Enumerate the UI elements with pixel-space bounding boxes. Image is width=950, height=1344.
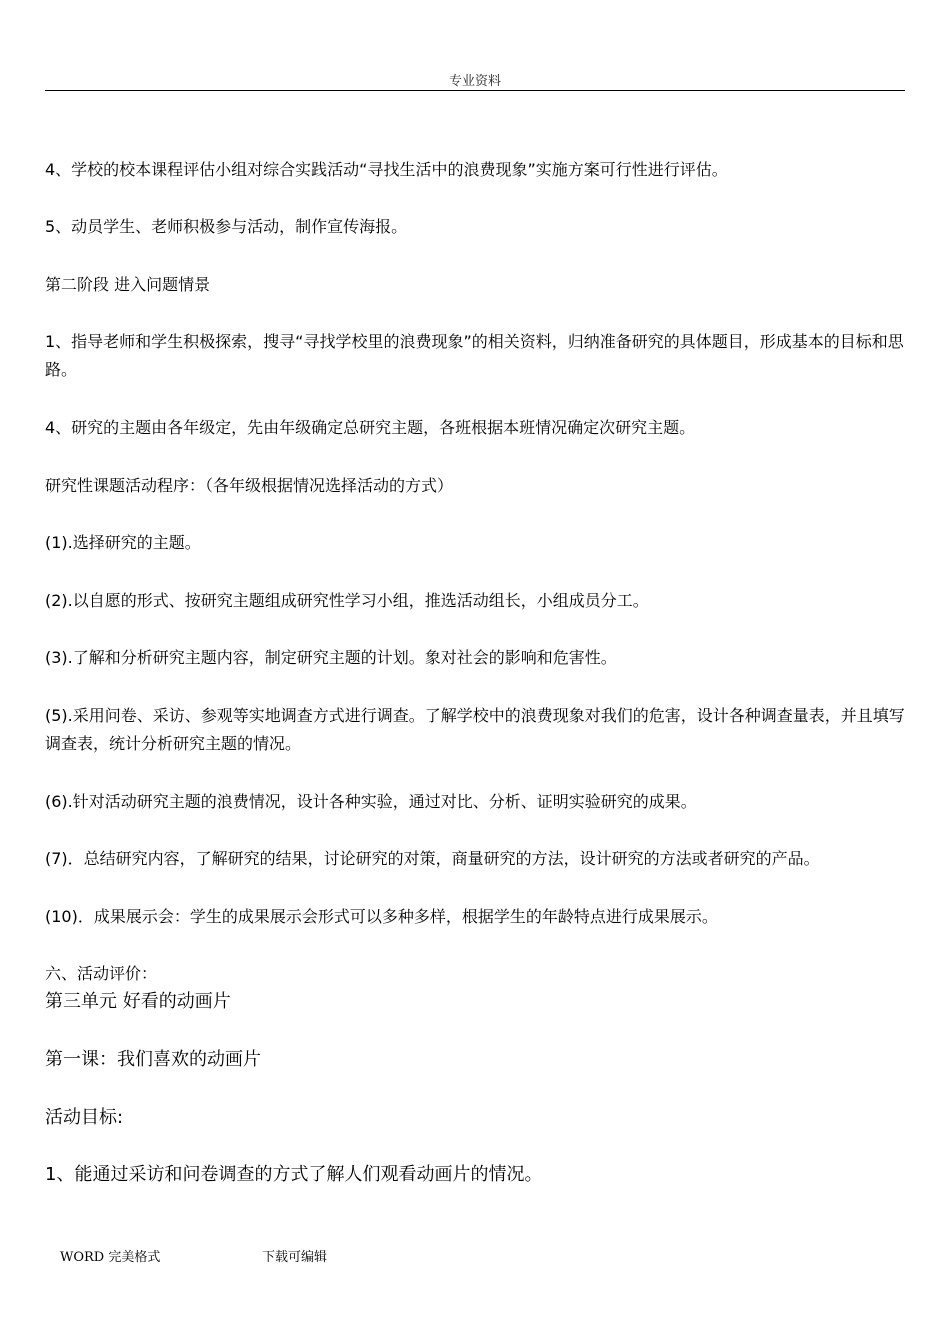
paragraph-13: (10)．成果展示会：学生的成果展示会形式可以多种多样，根据学生的年龄特点进行成果展示。 [45,907,718,926]
paragraph-3: 第二阶段 进入问题情景 [45,275,211,294]
paragraph-7: (1).选择研究的主题。 [45,533,201,552]
paragraph-1: 4、学校的校本课程评估小组对综合实践活动“寻找生活中的浪费现象”实施方案可行性进行评估。 [45,160,728,179]
objective-item-1: 1、能通过采访和问卷调查的方式了解人们观看动画片的情况。 [45,1164,543,1185]
paragraph-9: (3).了解和分析研究主题内容，制定研究主题的计划。象对社会的影响和危害性。 [45,648,617,667]
paragraph-2: 5、动员学生、老师积极参与活动，制作宣传海报。 [45,217,408,236]
paragraph-12: (7)．总结研究内容，了解研究的结果，讨论研究的对策，商量研究的方法，设计研究的方法或者研究的产品。 [45,849,820,868]
paragraph-4: 1、指导老师和学生积极探索，搜寻“寻找学校里的浪费现象”的相关资料，归纳准备研究的具体题目，形成基本的目标和思路。 [45,332,904,379]
lesson-heading: 第一课：我们喜欢的动画片 [45,1049,261,1070]
paragraph-5: 4、研究的主题由各年级定，先由年级确定总研究主题，各班根据本班情况确定次研究主题。 [45,418,696,437]
header-rule [45,90,905,91]
footer-left-text: WORD 完美格式 [60,1250,161,1265]
paragraph-14: 六、活动评价： [45,964,158,983]
footer-right-text: 下载可编辑 [262,1250,328,1265]
paragraph-8: (2).以自愿的形式、按研究主题组成研究性学习小组，推选活动组长，小组成员分工。 [45,591,649,610]
objectives-heading: 活动目标: [45,1107,124,1128]
paragraph-10: (5).采用问卷、采访、参观等实地调查方式进行调查。了解学校中的浪费现象对我们的危害，设计各种调查量表，并且填写调查表，统计分析研究主题的情况。 [45,706,905,753]
paragraph-6: 研究性课题活动程序：（各年级根据情况选择活动的方式） [45,476,454,495]
paragraph-11: (6).针对活动研究主题的浪费情况，设计各种实验，通过对比、分析、证明实验研究的成果。 [45,792,697,811]
page-header-title: 专业资料 [448,74,501,89]
unit-heading: 第三单元 好看的动画片 [45,991,231,1012]
